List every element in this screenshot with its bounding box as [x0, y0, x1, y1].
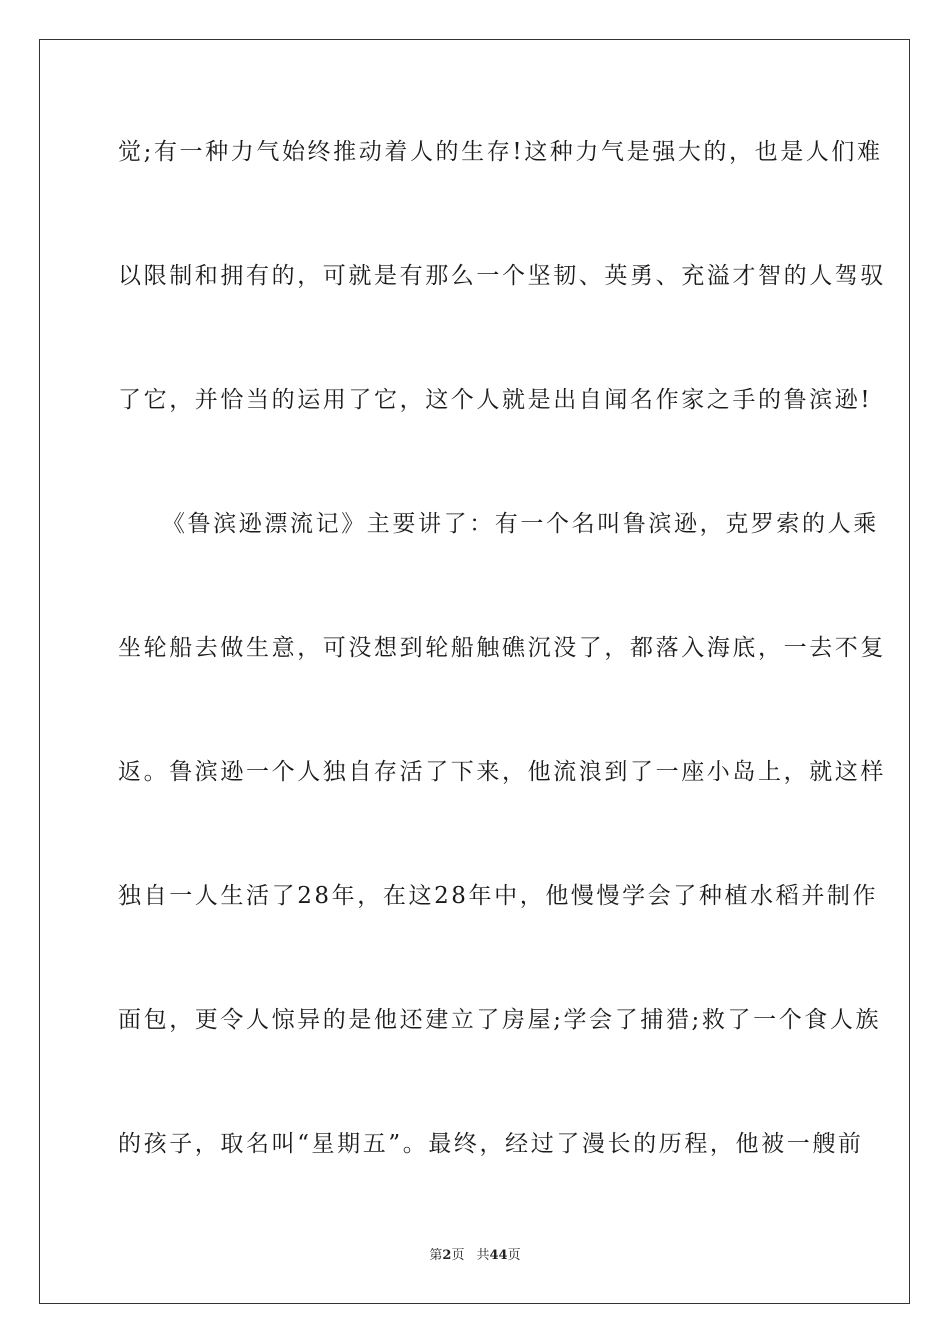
page-suffix: 页 [451, 1248, 465, 1263]
page-number: 2 [442, 1248, 452, 1263]
page-border [39, 39, 910, 1304]
total-prefix: 共 [476, 1248, 490, 1263]
text-line-2: 以限制和拥有的，可就是有那么一个坚韧、英勇、充溢才智的人驾驭 [118, 263, 886, 289]
page-prefix: 第 [429, 1248, 443, 1263]
text-line-1: 觉;有一种力气始终推动着人的生存!这种力气是强大的，也是人们难 [118, 139, 883, 165]
total-pages: 44 [489, 1248, 508, 1263]
total-suffix: 页 [507, 1248, 521, 1263]
page-footer [0, 1247, 950, 1265]
text-line-8: 面包，更令人惊异的是他还建立了房屋;学会了捕猎;救了一个食人族 [118, 1007, 882, 1033]
text-line-5: 坐轮船去做生意，可没想到轮船触礁沉没了，都落入海底，一去不复 [118, 635, 886, 661]
text-line-6: 返。鲁滨逊一个人独自存活了下来，他流浪到了一座小岛上，就这样 [118, 759, 886, 785]
text-line-7: 独自一人生活了28年，在这28年中，他慢慢学会了种植水稻并制作 [118, 883, 879, 909]
text-line-4-paragraph-start: 《鲁滨逊漂流记》主要讲了：有一个名叫鲁滨逊，克罗索的人乘 [162, 511, 879, 537]
text-line-3: 了它，并恰当的运用了它，这个人就是出自闻名作家之手的鲁滨逊! [118, 387, 873, 413]
text-line-9: 的孩子，取名叫“星期五”。最终，经过了漫长的历程，他被一艘前 [118, 1131, 864, 1157]
